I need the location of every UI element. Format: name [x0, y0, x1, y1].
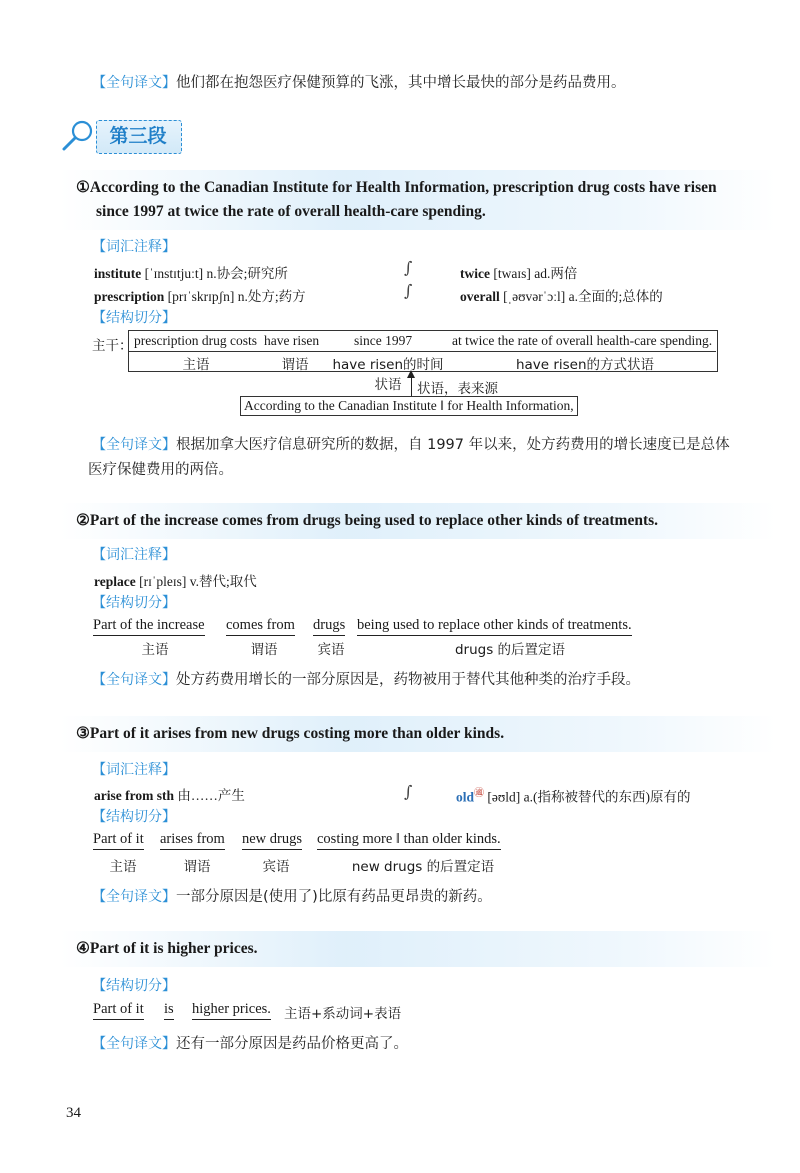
label-subject: 主语 [109, 859, 137, 875]
label-verb: 谓语 [250, 642, 278, 658]
translation-4 [92, 1032, 408, 1053]
sentence-1-line-1: ①According to the Canadian Institute for Health Information, prescription drug costs have risen [76, 179, 717, 196]
label-object: 宾语 [262, 859, 290, 875]
top-translation [92, 71, 626, 92]
sentence-1-line-2: since 1997 at twice the rate of overall health-care spending. [96, 203, 486, 220]
translation-text: 一部分原因是(使用了)比原有药品更昂贵的新药。 [176, 889, 492, 905]
translation-text-line-1: 根据加拿大医疗信息研究所的数据，自 1997 年以来，处方药费用的增长速度已是总体 [176, 437, 730, 453]
label-time: have risen的时间状语 [332, 357, 444, 393]
translation-text-line-2: 医疗保健费用的两倍。 [88, 462, 233, 478]
vocab-prescription [94, 285, 306, 305]
vocab-tag-1: 【词汇注释】 [92, 239, 176, 255]
squiggle-divider: ∫ [404, 258, 413, 277]
translation-2 [92, 668, 640, 689]
translation-3 [92, 885, 492, 906]
part-subject: prescription drug costs [134, 333, 257, 348]
part-subject: Part of the increase [93, 617, 205, 636]
magnifier-icon [58, 118, 98, 154]
part-attributive: costing more ‖ than older kinds. [317, 831, 501, 850]
arrow-head [407, 370, 415, 378]
label-object: 宾语 [317, 642, 345, 658]
vocab-def: [ˌəʊvərˈɔːl] a.全面的;总体的 [503, 289, 663, 304]
vocab-word: twice [460, 266, 490, 281]
sentence-1 [60, 170, 776, 230]
sentence-2: ②Part of the increase comes from drugs being used to replace other kinds of treatments. [60, 503, 776, 539]
translation-tag: 【全句译文】 [92, 672, 176, 688]
part-predicative: higher prices. [192, 1001, 271, 1020]
translation-text: 处方药费用增长的一部分原因是，药物被用于替代其他种类的治疗手段。 [176, 672, 640, 688]
part-verb: arises from [160, 831, 225, 850]
part-verb: have risen [264, 333, 320, 348]
label-subject: 主语 [182, 357, 210, 373]
vocab-def: [twaɪs] ad.两倍 [493, 266, 578, 281]
sentence-3: ③Part of it arises from new drugs costing more than older kinds. [60, 716, 776, 752]
translation-tag: 【全句译文】 [92, 1036, 176, 1052]
translation-tag: 【全句译文】 [92, 437, 176, 453]
translation-1 [88, 432, 762, 482]
page-number: 34 [66, 1105, 81, 1121]
sentence-4: ④Part of it is higher prices. [60, 931, 776, 967]
vocab-word: arise from sth [94, 788, 174, 803]
part-attributive: being used to replace other kinds of treatments. [357, 617, 632, 636]
translation-text: 他们都在抱怨医疗保健预算的飞涨，其中增长最快的部分是药品费用。 [176, 75, 626, 91]
part-manner: at twice the rate of overall health-care spending. [452, 333, 713, 348]
part-object: drugs [313, 617, 345, 636]
label-verb: 谓语 [183, 859, 211, 875]
vocab-institute [94, 262, 288, 282]
translation-tag: 【全句译文】 [92, 75, 176, 91]
part-object: new drugs [242, 831, 302, 850]
vocab-def: [əʊld] a.(指称被替代的东西)原有的 [487, 789, 691, 805]
struct-tag-2: 【结构切分】 [92, 595, 176, 611]
squiggle-divider: ∫ [404, 782, 413, 801]
vocab-def: 由……产生 [177, 788, 245, 803]
vocab-overall [460, 285, 663, 305]
vocab-word: institute [94, 266, 142, 281]
vocab-replace [94, 570, 257, 590]
struct-tag-3: 【结构切分】 [92, 809, 176, 825]
label-manner: have risen的方式状语 [515, 357, 655, 373]
vocab-word: overall [460, 289, 500, 304]
vocab-tag-3: 【词汇注释】 [92, 762, 176, 778]
arrow-note: 状语，表来源 [417, 381, 498, 397]
label-subject: 主语 [141, 642, 169, 658]
label-attributive: new drugs 的后置定语 [351, 859, 495, 875]
part-verb: is [164, 1001, 174, 1020]
vocab-word: prescription [94, 289, 165, 304]
translation-text: 还有一部分原因是药品价格更高了。 [176, 1036, 408, 1052]
part-subject: Part of it [93, 1001, 144, 1020]
squiggle-divider: ∫ [404, 281, 413, 300]
familiar-word-icon: ㊜ [474, 788, 485, 799]
label-attributive: drugs 的后置定语 [454, 642, 566, 658]
vocab-tag-2: 【词汇注释】 [92, 547, 176, 563]
vocab-def: [ˈɪnstɪtjuːt] n.协会;研究所 [144, 266, 288, 281]
translation-tag: 【全句译文】 [92, 889, 176, 905]
section-title: 第三段 [109, 125, 167, 147]
vocab-def: [rɪˈpleɪs] v.替代;取代 [139, 574, 257, 589]
vocab-arise-from [94, 784, 245, 804]
structure-divider [128, 351, 716, 352]
vocab-def: [prɪˈskrɪpʃn] n.处方;药方 [167, 289, 306, 304]
vocab-old [456, 784, 691, 806]
structure-formula: 主语+系动词+表语 [284, 1006, 402, 1022]
struct-tag-4: 【结构切分】 [92, 978, 176, 994]
vocab-word: replace [94, 574, 136, 589]
part-subject: Part of it [93, 831, 144, 850]
source-box: According to the Canadian Institute ‖ for Health Information, [240, 396, 578, 416]
vocab-word: old [456, 789, 475, 805]
main-clause-label: 主干： [92, 338, 133, 354]
part-time: since 1997 [354, 333, 413, 348]
label-verb: 谓语 [281, 357, 309, 373]
vocab-twice [460, 262, 577, 282]
part-verb: comes from [226, 617, 295, 636]
struct-tag-1: 【结构切分】 [92, 310, 176, 326]
